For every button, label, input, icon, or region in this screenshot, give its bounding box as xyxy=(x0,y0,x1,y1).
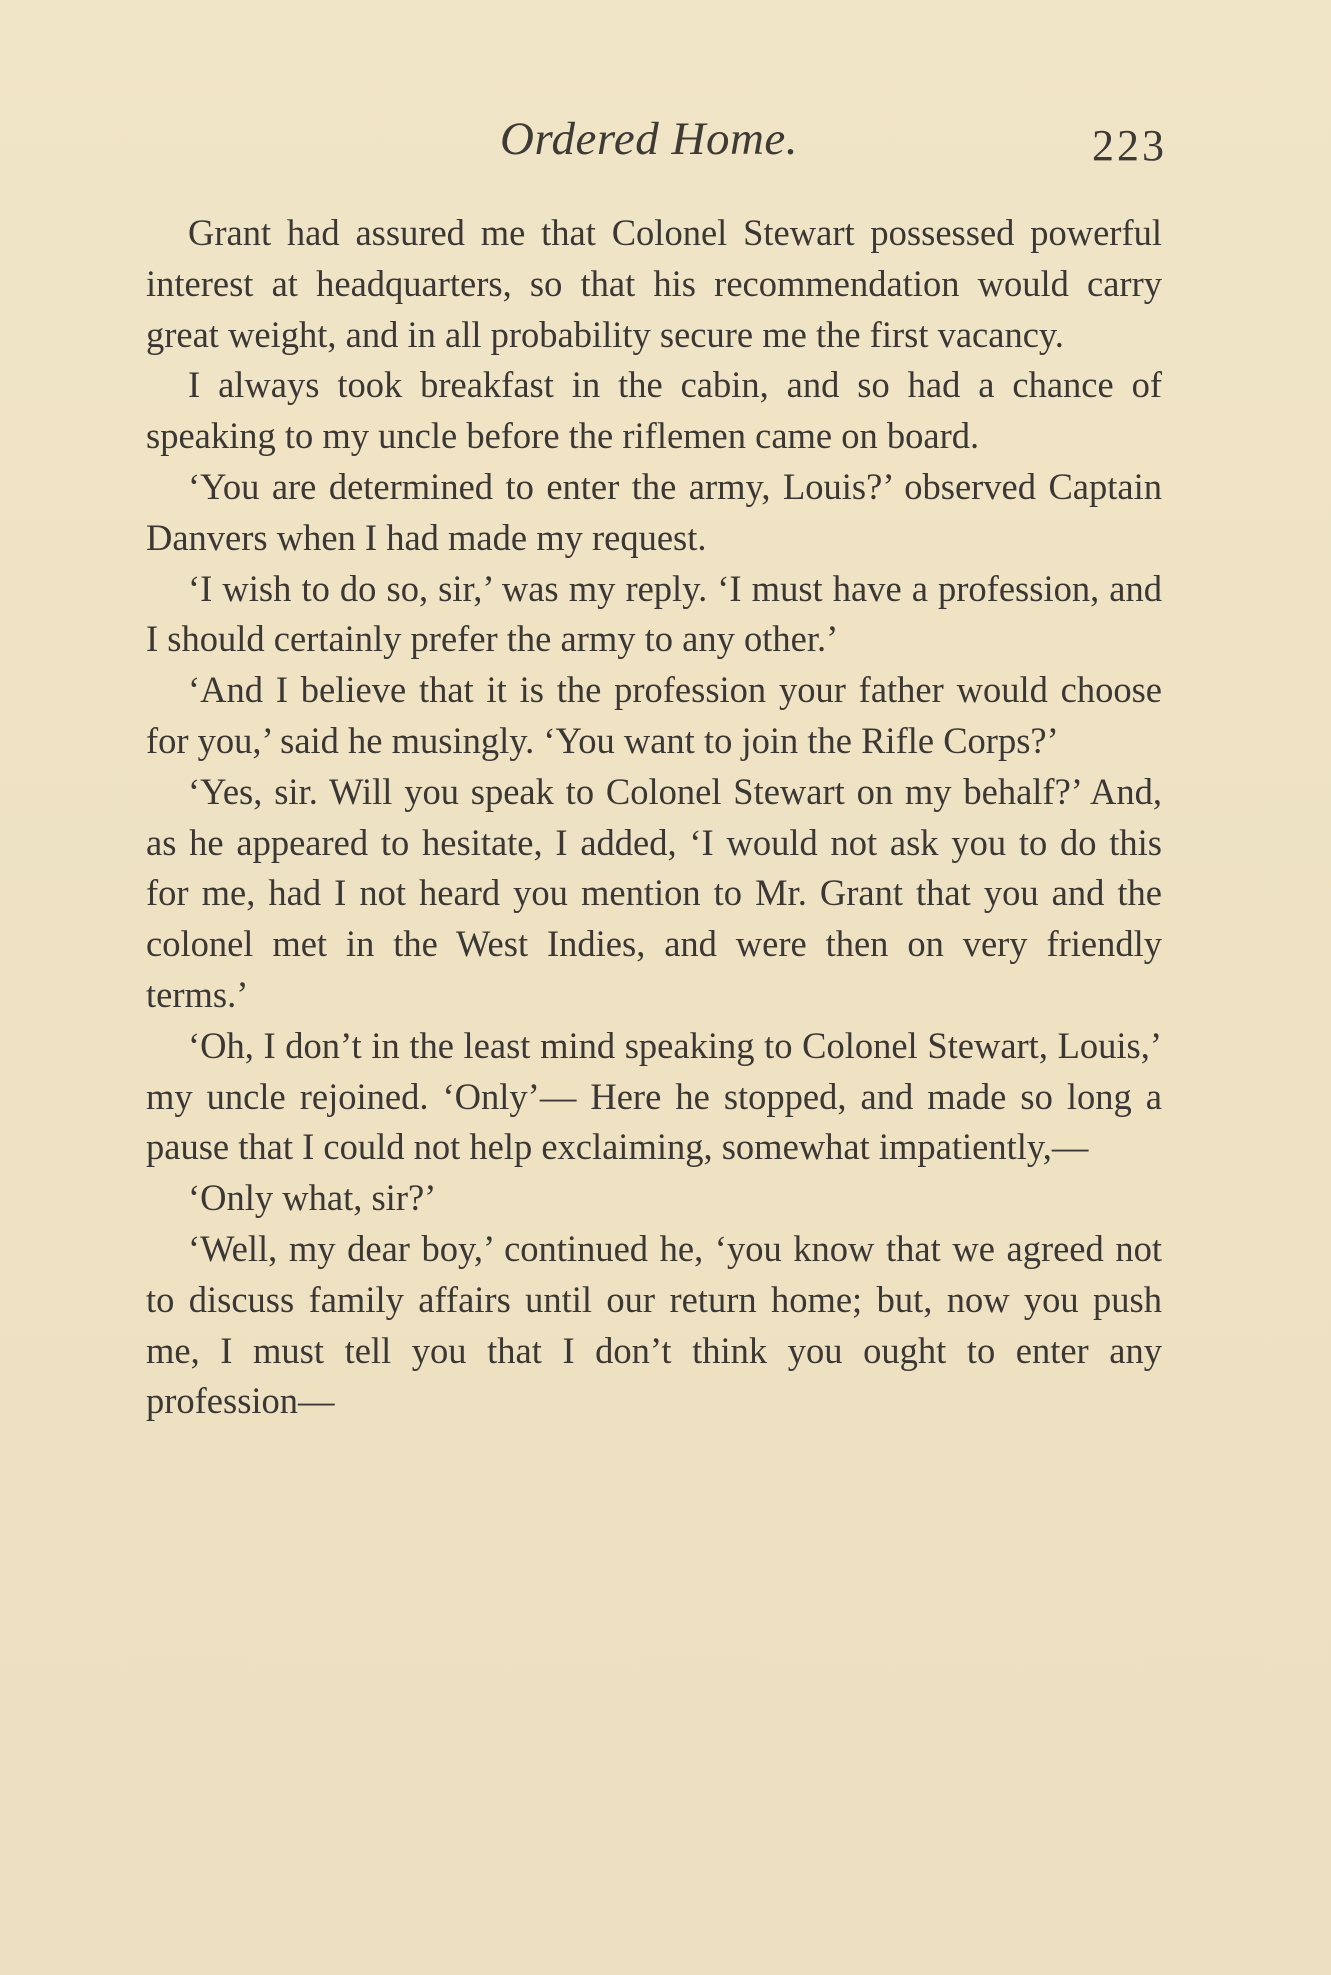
page-header xyxy=(0,112,1331,172)
running-title: Ordered Home. xyxy=(500,113,799,165)
page-number: 223 xyxy=(1092,121,1167,170)
paragraph: ‘Only what, sir?’ xyxy=(188,1177,437,1219)
paragraph: ‘Yes, sir. Will you speak to Colonel Stewart on my behalf?’ And, as he appeared to hesitate, I added, ‘I would not ask you to do this for me, had I not heard you mention to Mr. Grant that you and the colonel met in the West Indies, and were then on very friendly terms.’ xyxy=(146,770,1162,1015)
body-text xyxy=(146,208,1162,1427)
paragraph: ‘Oh, I don’t in the least mind speaking to Colonel Stewart, Louis,’ my uncle rejoined. ‘Only’— Here he stopped, and made so long a pause that I could not help exclaiming, somewhat impatiently,— xyxy=(146,1024,1162,1168)
paragraph: ‘You are determined to enter the army, Louis?’ observed Captain Danvers when I had made my request. xyxy=(146,465,1162,558)
paragraph: I always took breakfast in the cabin, and so had a chance of speaking to my uncle before the riflemen came on board. xyxy=(146,364,1162,457)
paragraph: ‘I wish to do so, sir,’ was my reply. ‘I must have a profession, and I should certainly prefer the army to any other.’ xyxy=(146,567,1162,660)
paragraph: ‘Well, my dear boy,’ continued he, ‘you know that we agreed not to discuss family affairs until our return home; but, now you push me, I must tell you that I don’t think you ought to enter any profession— xyxy=(146,1227,1162,1422)
paragraph: ‘And I believe that it is the profession your father would choose for you,’ said he musingly. ‘You want to join the Rifle Corps?’ xyxy=(146,669,1162,761)
paragraph: Grant had assured me that Colonel Stewart possessed powerful interest at headquarters, so that his recommendation would carry great weight, and in all probability secure me the first vacancy. xyxy=(146,212,1162,355)
